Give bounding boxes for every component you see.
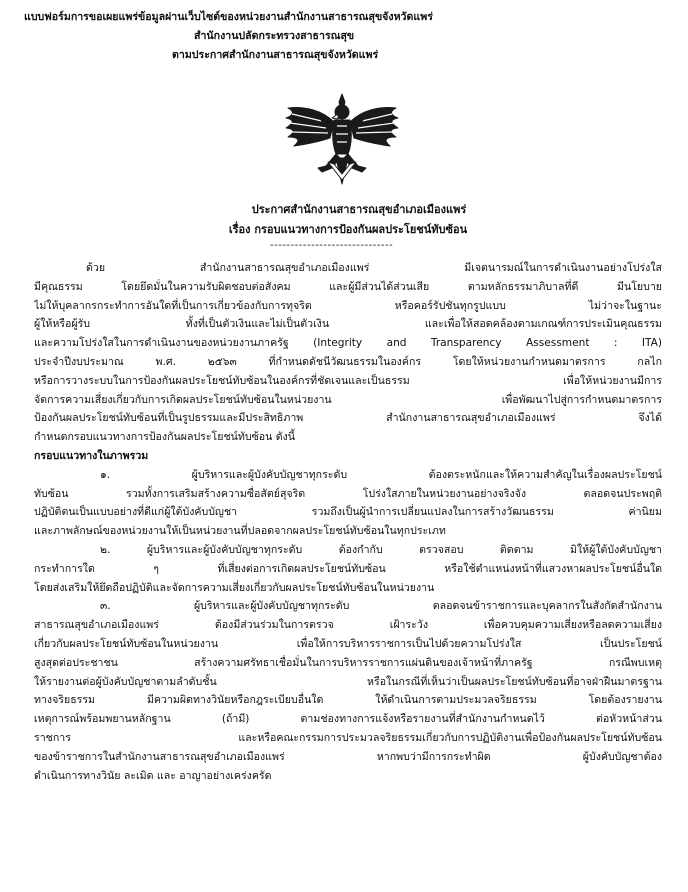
item-1-line: ทับซ้อน รวมทั้งการเสริมสร้างความซื่อสัตย์สุจริต โปร่งใสภายในหน่วยงานอย่างจริงจัง ตลอดจนประพฤติ	[34, 487, 662, 500]
item-3-line: เกี่ยวกับผลประโยชน์ทับซ้อนในหน่วยงาน เพื่อให้การบริหารราชการเป็นไปด้วยความโปร่งใส เป็นประโยชน์	[34, 637, 662, 650]
item-3-line: ราชการ และหรือคณะกรรมการประมวลจริยธรรมเกี่ยวกับการปฏิบัติงานเพื่อป้องกันผลประโยชน์ทับซ้อน	[34, 731, 662, 744]
section-heading: กรอบแนวทางในภาพรวม	[34, 449, 149, 462]
document-body	[34, 259, 662, 785]
item-1-line: ๑. ผู้บริหารและผู้บังคับบัญชาทุกระดับ ต้องตระหนักและให้ความสำคัญในเรื่องผลประโยชน์	[100, 468, 662, 481]
item-1-line: ปฏิบัติตนเป็นแบบอย่างที่ดีแก่ผู้ใต้บังคับบัญชา รวมถึงเป็นผู้นำการเปลี่ยนแปลงในการสร้างวัฒนธรรม ค่านิยม	[34, 506, 662, 519]
announcement-title: ประกาศสำนักงานสาธารณสุขอำเภอเมืองแพร่	[251, 203, 467, 216]
body-line: ไม่ให้บุคลากรกระทำการอันใดที่เป็นการเกี่ยวข้องกับการทุจริต หรือคอร์รัปชันทุกรูปแบบ ไม่ว่าจะในฐานะ	[34, 299, 662, 312]
form-header	[24, 8, 664, 65]
item-3-line: เหตุการณ์พร้อมพยานหลักฐาน (ถ้ามี) ตามช่องทางการแจ้งหรือรายงานที่สำนักงานกำหนดไว้ ต่อหัวหน้าส่วน	[34, 713, 662, 726]
item-2-line: โดยส่งเสริมให้ยึดถือปฏิบัติและจัดการความเสี่ยงเกี่ยวกับผลประโยชน์ทับซ้อนในหน่วยงาน	[34, 581, 435, 594]
item-3-line: ๓. ผู้บริหารและผู้บังคับบัญชาทุกระดับ ตลอดจนข้าราชการและบุคลากรในสังกัดสำนักงาน	[100, 600, 662, 613]
item-3-line: สาธารณสุขอำเภอเมืองแพร่ ต้องมีส่วนร่วมในการตรวจ เฝ้าระวัง เพื่อควบคุมความเสี่ยงหรือลดความเสี่ยง	[34, 619, 662, 632]
announcement-title-block	[0, 200, 688, 240]
separator-line: ------------------------------	[270, 240, 394, 251]
agency-name: สำนักงานปลัดกระทรวงสาธารณสุข	[194, 30, 355, 42]
item-1-line: และภาพลักษณ์ของหน่วยงานให้เป็นหน่วยงานที่ปลอดจากผลประโยชน์ทับซ้อนในทุกประเภท	[34, 525, 446, 538]
item-3-line: สูงสุดต่อประชาชน สร้างความศรัทธาเชื่อมั่นในการบริหารราชการแผ่นดินของเจ้าหน้าที่ภาครัฐ กรณีพบเหตุ	[34, 656, 662, 669]
body-line: มีคุณธรรม โดยยึดมั่นในความรับผิดชอบต่อสังคม และผู้มีส่วนได้ส่วนเสีย ตามหลักธรรมาภิบาลที่ดี มีนโยบาย	[34, 280, 662, 293]
body-line: ผู้ให้หรือผู้รับ ทั้งที่เป็นตัวเงินและไม่เป็นตัวเงิน และเพื่อให้สอดคล้องตามเกณฑ์การประเมินคุณธรรม	[34, 318, 662, 331]
item-3-line: ทางจริยธรรม มีความผิดทางวินัยหรือกฎระเบียบอื่นใด ให้ดำเนินการตามประมวลจริยธรรม โดยต้องรายงาน	[34, 694, 662, 707]
item-3-line: ให้รายงานต่อผู้บังคับบัญชาตามลำดับชั้น หรือในกรณีที่เห็นว่าเป็นผลประโยชน์ทับซ้อนที่อาจฝ่าฝืนมาตรฐาน	[34, 675, 662, 688]
body-line: ป้องกันผลประโยชน์ทับซ้อนที่เป็นรูปธรรมและมีประสิทธิภาพ สำนักงานสาธารณสุขอำเภอเมืองแพร่ จึงได้	[34, 412, 662, 425]
body-line: หรือการวางระบบในการป้องกันผลประโยชน์ทับซ้อนในองค์กรที่ชัดเจนและเป็นธรรม เพื่อให้หน่วยงานมีการ	[34, 374, 662, 387]
item-3-line: ดำเนินการทางวินัย ละเมิด และ อาญาอย่างเคร่งครัด	[34, 769, 272, 782]
body-line: ด้วย สำนักงานสาธารณสุขอำเภอเมืองแพร่ มีเจตนารมณ์ในการดำเนินงานอย่างโปร่งใส	[86, 262, 662, 274]
body-line: กำหนดกรอบแนวทางการป้องกันผลประโยชน์ทับซ้อน ดังนี้	[34, 431, 296, 444]
item-3-line: ของข้าราชการในสำนักงานสาธารณสุขอำเภอเมืองแพร่ หากพบว่ามีการกระทำผิด ผู้บังคับบัญชาต้อง	[34, 750, 662, 763]
form-title: แบบฟอร์มการขอเผยแพร่ข้อมูลผ่านเว็บไซต์ของหน่วยงานสำนักงานสาธารณสุขจังหวัดแพร่	[24, 11, 433, 23]
garuda-emblem-icon	[282, 92, 402, 188]
reference-line: ตามประกาศสำนักงานสาธารณสุขจังหวัดแพร่	[172, 49, 379, 61]
announcement-subject: เรื่อง กรอบแนวทางการป้องกันผลประโยชน์ทับซ้อน	[228, 223, 468, 236]
item-2-line: ๒. ผู้บริหารและผู้บังคับบัญชาทุกระดับ ต้องกำกับ ตรวจสอบ ติดตาม มิให้ผู้ใต้บังคับบัญชา	[100, 543, 662, 556]
item-2-line: กระทำการใด ๆ ที่เสี่ยงต่อการเกิดผลประโยชน์ทับซ้อน หรือใช้ตำแหน่งหน้าที่แสวงหาผลประโยชน์อื่นใด	[34, 562, 662, 575]
body-line: จัดการความเสี่ยงเกี่ยวกับการเกิดผลประโยชน์ทับซ้อนในหน่วยงาน เพื่อพัฒนาไปสู่การกำหนดมาตรการ	[34, 393, 662, 406]
body-line: และความโปร่งใสในการดำเนินงานของหน่วยงานภาครัฐ (Integrity and Transparency Assessment : ITA)	[34, 337, 662, 350]
body-line: ประจำปีงบประมาณ พ.ศ. ๒๕๖๓ ที่กำหนดดัชนีวัฒนธรรมในองค์กร โดยให้หน่วยงานกำหนดมาตรการ กลไก	[34, 355, 662, 368]
